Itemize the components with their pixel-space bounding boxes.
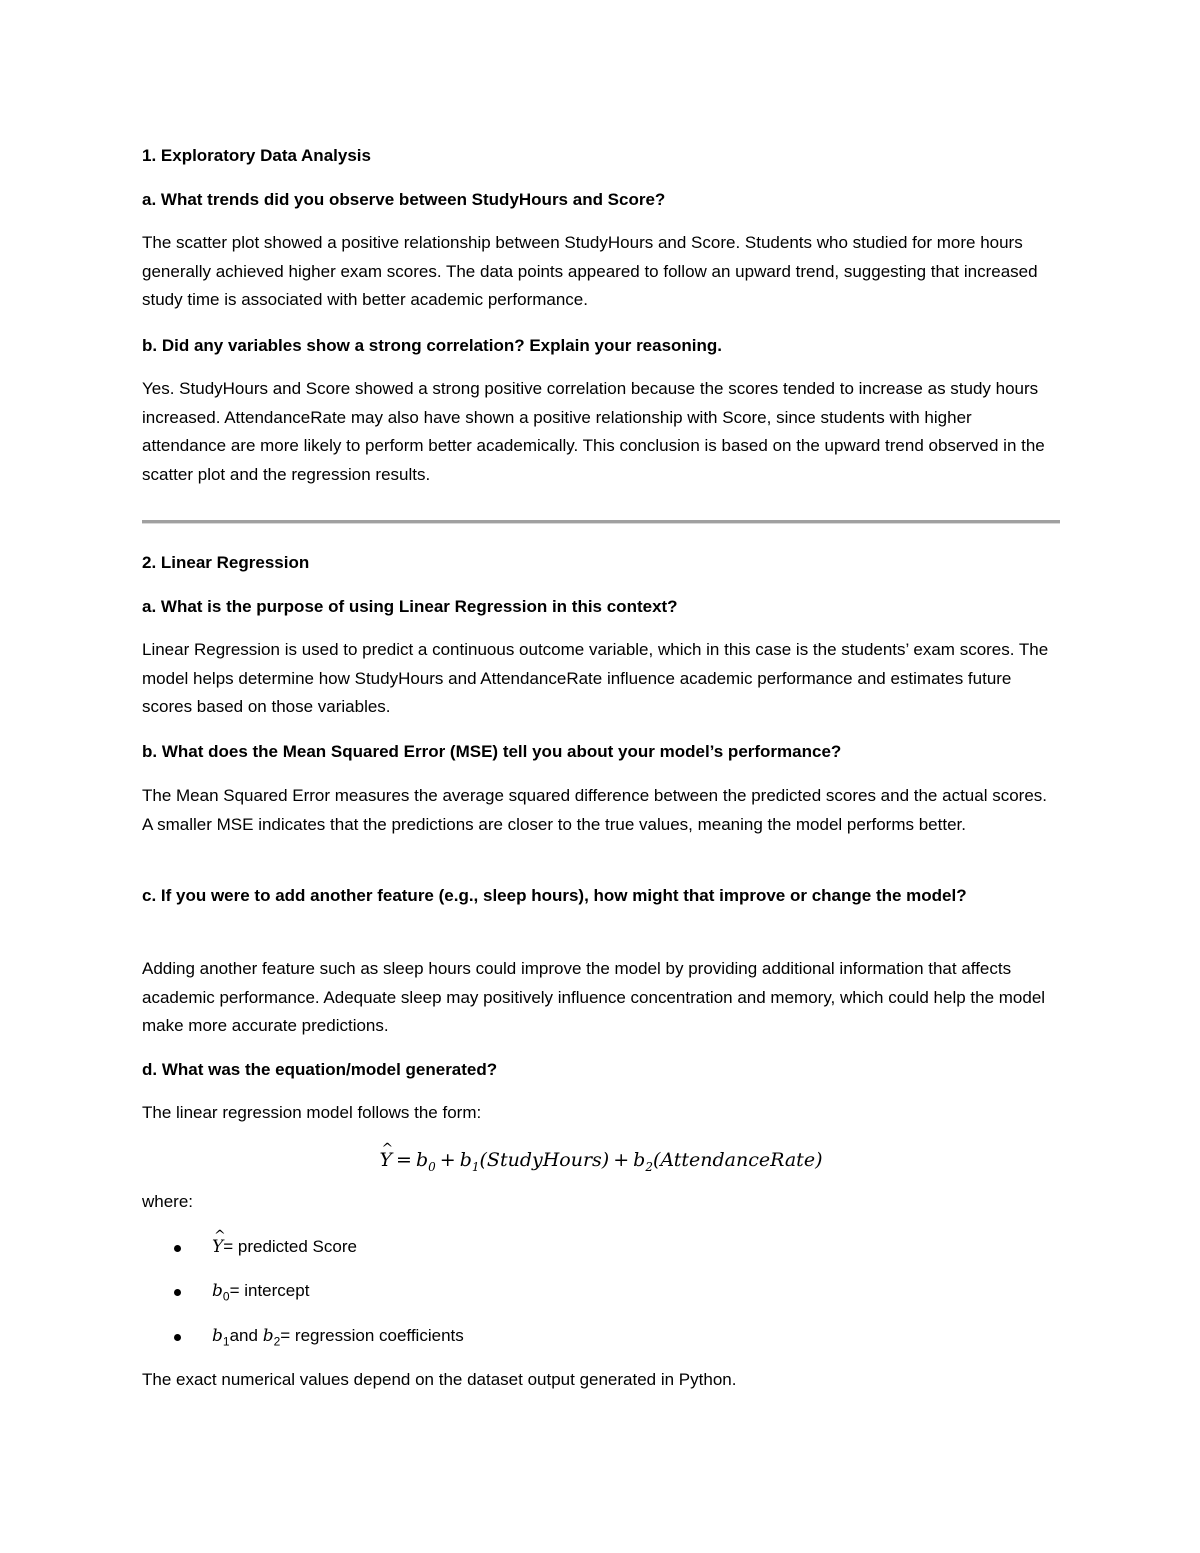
bullet-icon [174,1334,181,1341]
equation-intro: The linear regression model follows the form: [142,1103,482,1122]
bullet-icon [174,1245,181,1252]
answer-1a: The scatter plot showed a positive relationship between StudyHours and Score. Students who studied for more hours generally achieved higher exam scores. The data points appeared to follow an upward trend, suggesting that increased study time is associated with better academic performance. [142,233,1038,309]
question-2c: c. If you were to add another feature (e.g., sleep hours), how might that improve or change the model? [142,886,967,905]
answer-2c: Adding another feature such as sleep hours could improve the model by providing additional information that affects academic performance. Adequate sleep may positively influence concentration and memory, which could help the model make more accurate predictions. [142,959,1046,1035]
equation-term-studyhours: (StudyHours) [479,1149,610,1171]
section-1-title: 1. Exploratory Data Analysis [142,146,371,165]
question-2b: b. What does the Mean Squared Error (MSE) tell you about your model’s performance? [142,742,842,761]
question-2d: d. What was the equation/model generated? [142,1060,498,1079]
question-1a: a. What trends did you observe between StudyHours and Score? [142,190,666,209]
where-label: where: [142,1192,194,1211]
question-1b: b. Did any variables show a strong correlation? Explain your reasoning. [142,336,723,355]
equation-lhs: ^ Y [380,1146,393,1174]
section-2-title: 2. Linear Regression [142,553,310,572]
answer-1b: Yes. StudyHours and Score showed a strong positive correlation because the scores tended to increase as study hours increased. AttendanceRate may also have shown a positive relationship with Score, since students with higher attendance are more likely to perform better academically. This conclusion is based on the upward trend observed in the scatter plot and the regression results. [142,379,1045,484]
closing-note: The exact numerical values depend on the dataset output generated in Python. [142,1370,737,1389]
section-divider [142,520,1060,524]
answer-2a: Linear Regression is used to predict a continuous outcome variable, which in this case is the students’ exam scores. The model helps determine how StudyHours and AttendanceRate influence academic performance and estimates future scores based on those variables. [142,640,1049,716]
regression-equation: ^ $Y = b_0$ + $b_1(StudyHours)$ + $b_2(AttendanceRate)$ [142,1146,1060,1181]
answer-2b: The Mean Squared Error measures the average squared difference between the predicted scores and the actual scores. A smaller MSE indicates that the predictions are closer to the true values, meaning the model performs better. [142,786,1047,834]
question-2a: a. What is the purpose of using Linear Regression in this context? [142,597,678,616]
equation-term-attendance: (AttendanceRate) [652,1149,823,1171]
bullet-icon [174,1289,181,1296]
